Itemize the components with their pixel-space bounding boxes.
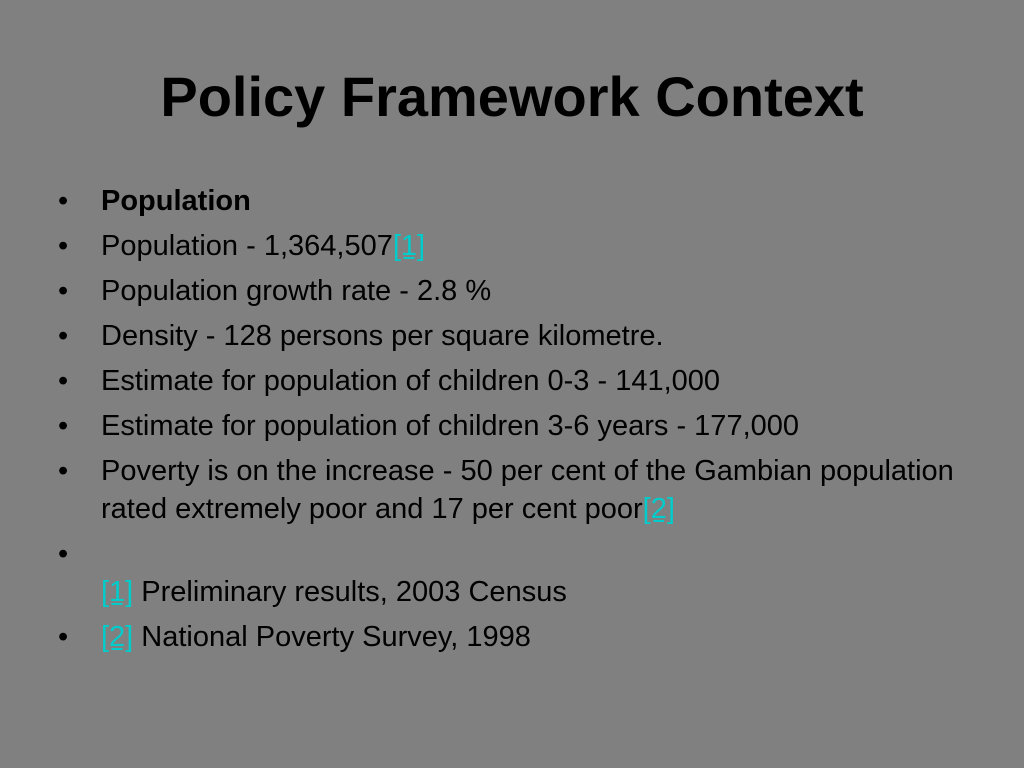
bullet-item-density <box>0 317 1024 355</box>
bullet-dot: • <box>58 538 69 570</box>
bullet-dot: • <box>58 275 69 307</box>
footnote-link-1[interactable]: [1] <box>392 230 426 262</box>
bullet-item-footnote-2 <box>0 618 1024 656</box>
bullet-dot: • <box>58 455 69 487</box>
bullet-dot: • <box>58 410 69 442</box>
bullet-text: Population growth rate - 2.8 % <box>101 275 492 307</box>
footnote-anchor-1[interactable]: [1] <box>101 576 134 608</box>
bullet-list <box>0 182 1024 663</box>
bullet-dot: • <box>58 185 69 217</box>
bullet-text: Population - 1,364,507 <box>101 230 393 262</box>
footnote-text: National Poverty Survey, 1998 <box>133 621 531 653</box>
bullet-item-poverty <box>0 452 1024 528</box>
bullet-item-population-heading <box>0 182 1024 220</box>
bullet-text: Population <box>101 185 251 217</box>
bullet-item-population <box>0 227 1024 265</box>
footnote-text: Preliminary results, 2003 Census <box>133 576 567 608</box>
slide-title: Policy Framework Context <box>160 65 864 128</box>
bullet-text: Density - 128 persons per square kilometre. <box>101 320 664 352</box>
footnote-link-2[interactable]: [2] <box>642 493 675 525</box>
bullet-text: Poverty is on the increase - 50 per cent of the Gambian population rated extremely poor and 17 per cent poor <box>101 455 954 525</box>
bullet-item-footnote-1 <box>0 535 1024 611</box>
bullet-item-growth-rate <box>0 272 1024 310</box>
bullet-text: Estimate for population of children 3-6 years - 177,000 <box>101 410 800 442</box>
bullet-dot: • <box>58 320 69 352</box>
footnote-anchor-2[interactable]: [2] <box>101 621 134 653</box>
bullet-dot: • <box>58 621 69 653</box>
bullet-item-children-0-3 <box>0 362 1024 400</box>
bullet-dot: • <box>58 230 69 262</box>
bullet-item-children-3-6 <box>0 407 1024 445</box>
bullet-dot: • <box>58 365 69 397</box>
bullet-text: Estimate for population of children 0-3 - 141,000 <box>101 365 721 397</box>
